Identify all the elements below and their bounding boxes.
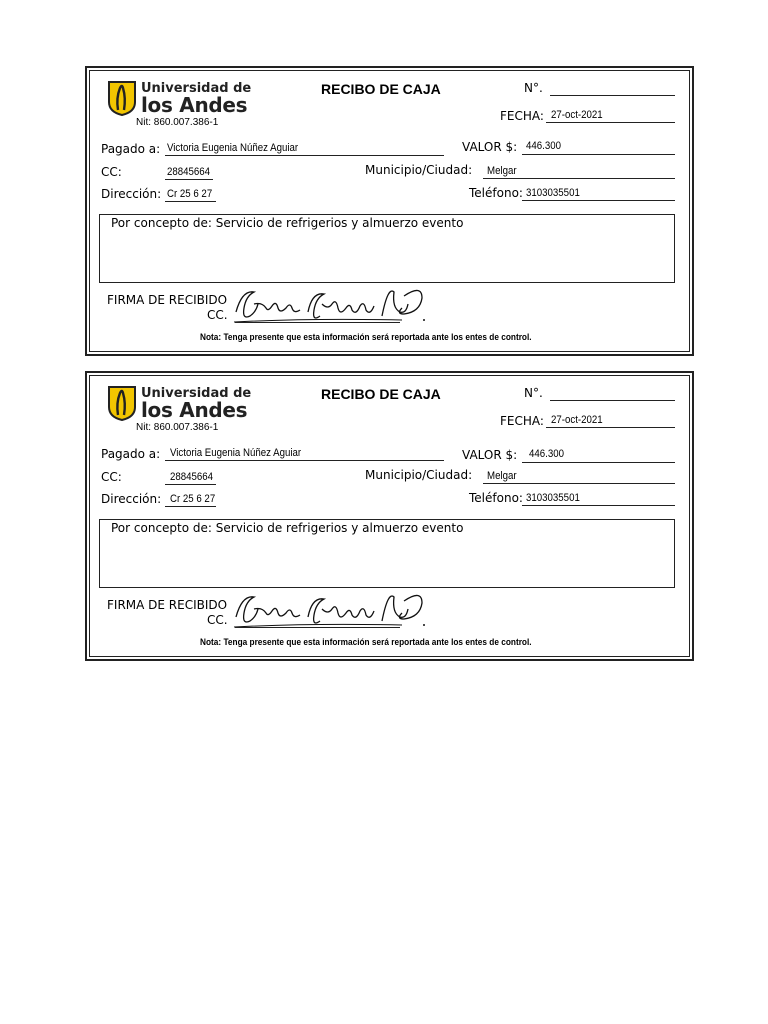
firma-underline: [235, 322, 400, 323]
pagado-label: Pagado a:: [101, 447, 161, 461]
telefono-underline: [522, 200, 675, 201]
receipt-inner-border: [89, 70, 690, 352]
valor-label: VALOR $:: [462, 140, 518, 154]
direccion-underline: [165, 201, 216, 202]
nota-text: Nota: Tenga presente que esta información será reportada ante los entes de control.: [200, 637, 532, 647]
receipt-title: RECIBO DE CAJA: [321, 386, 441, 402]
cc-label: CC:: [101, 165, 122, 179]
university-logo-icon: [107, 80, 137, 116]
valor-underline: [522, 462, 675, 463]
valor-value: 446.300: [529, 448, 564, 460]
receipt-2: [85, 371, 694, 661]
logo-text-line1: Universidad de: [141, 386, 252, 401]
pagado-label: Pagado a:: [101, 142, 161, 156]
municipio-label: Municipio/Ciudad:: [365, 468, 473, 482]
cc-value: 28845664: [167, 166, 211, 178]
firma-label: FIRMA DE RECIBIDO: [107, 598, 228, 612]
numero-underline: [550, 95, 675, 96]
firma-underline: [235, 627, 400, 628]
fecha-value: 27-oct-2021: [551, 109, 603, 121]
numero-label: N°.: [524, 81, 543, 95]
numero-label: N°.: [524, 386, 543, 400]
municipio-label: Municipio/Ciudad:: [365, 163, 473, 177]
fecha-underline: [546, 122, 675, 123]
telefono-label: Teléfono:: [469, 186, 523, 200]
receipt-1: [85, 66, 694, 356]
direccion-label: Dirección:: [101, 492, 162, 506]
pagado-underline: [165, 155, 444, 156]
firma-cc-label: CC.: [207, 613, 228, 627]
logo-text-line2: los Andes: [141, 93, 248, 117]
nit-number: Nit: 860.007.386-1: [136, 422, 219, 433]
direccion-label: Dirección:: [101, 187, 162, 201]
concepto-box: [99, 519, 675, 588]
cc-value: 28845664: [170, 471, 214, 483]
concepto-text: Por concepto de: Servicio de refrigerios y almuerzo evento: [111, 521, 464, 535]
logo-text-line1: Universidad de: [141, 81, 252, 96]
valor-underline: [522, 154, 675, 155]
firma-label: FIRMA DE RECIBIDO: [107, 293, 228, 307]
university-logo-icon: [107, 385, 137, 421]
telefono-underline: [522, 505, 675, 506]
fecha-label: FECHA:: [500, 109, 544, 123]
pagado-value: Victoria Eugenia Núñez Aguiar: [170, 447, 302, 459]
cc-underline: [165, 179, 213, 180]
valor-value: 446.300: [526, 140, 561, 152]
logo-text-line2: los Andes: [141, 398, 248, 422]
direccion-underline: [165, 506, 216, 507]
fecha-label: FECHA:: [500, 414, 544, 428]
municipio-underline: [483, 178, 675, 179]
receipt-title: RECIBO DE CAJA: [321, 81, 441, 97]
nit-number: Nit: 860.007.386-1: [136, 117, 219, 128]
telefono-value: 3103035501: [526, 492, 580, 504]
municipio-underline: [483, 483, 675, 484]
receipt-inner-border: [89, 375, 690, 657]
concepto-text: Por concepto de: Servicio de refrigerios y almuerzo evento: [111, 216, 464, 230]
cc-label: CC:: [101, 470, 122, 484]
concepto-box: [99, 214, 675, 283]
telefono-label: Teléfono:: [469, 491, 523, 505]
fecha-value: 27-oct-2021: [551, 414, 603, 426]
valor-label: VALOR $:: [462, 448, 518, 462]
telefono-value: 3103035501: [526, 187, 580, 199]
municipio-value: Melgar: [487, 165, 517, 177]
municipio-value: Melgar: [487, 470, 517, 482]
nota-text: Nota: Tenga presente que esta información será reportada ante los entes de control.: [200, 332, 532, 342]
fecha-underline: [546, 427, 675, 428]
firma-cc-label: CC.: [207, 308, 228, 322]
cc-underline: [165, 484, 216, 485]
direccion-value: Cr 25 6 27: [170, 493, 216, 505]
pagado-value: Victoria Eugenia Núñez Aguiar: [167, 142, 299, 154]
direccion-value: Cr 25 6 27: [167, 188, 213, 200]
pagado-underline: [165, 460, 444, 461]
numero-underline: [550, 400, 675, 401]
